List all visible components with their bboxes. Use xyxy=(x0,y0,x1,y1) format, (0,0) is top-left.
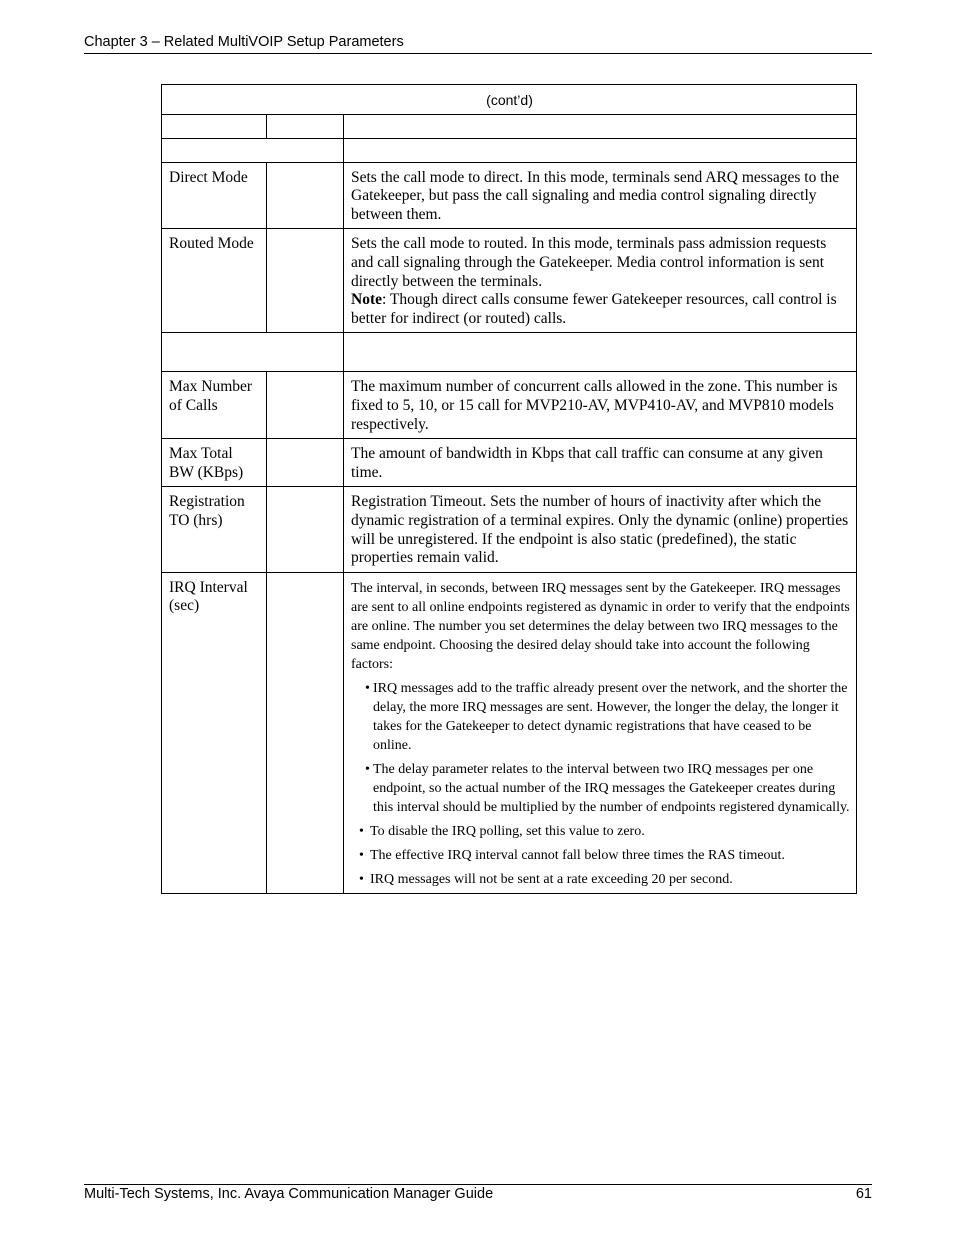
page-header: Chapter 3 – Related MultiVOIP Setup Parameters xyxy=(84,34,872,54)
empty-cell xyxy=(267,162,344,229)
empty-cell xyxy=(162,114,267,138)
param-name: IRQ Interval (sec) xyxy=(162,572,267,893)
param-name: Routed Mode xyxy=(162,229,267,333)
page-number: 61 xyxy=(855,1186,872,1202)
section-header-row xyxy=(162,138,857,162)
irq-bullet-list xyxy=(351,679,850,889)
list-item xyxy=(351,760,850,817)
empty-cell xyxy=(267,439,344,487)
parameter-table xyxy=(161,84,857,894)
table-row xyxy=(162,162,857,229)
note-label: Note xyxy=(351,291,382,309)
param-desc-cell xyxy=(344,229,857,333)
empty-cell xyxy=(267,487,344,572)
empty-cell xyxy=(344,138,857,162)
bullet-text: IRQ messages will not be sent at a rate exceeding 20 per second. xyxy=(370,871,733,887)
param-desc: Sets the call mode to routed. In this mode, terminals pass admission requests and call signaling through the Gatekeeper. Media control information is sent directly between the terminals. xyxy=(351,235,827,290)
bullet-icon: • xyxy=(359,847,364,863)
bullet-icon: • xyxy=(365,680,370,696)
param-desc: Sets the call mode to direct. In this mode, terminals send ARQ messages to the Gatekeeper, but pass the call signaling and media control signaling directly between them. xyxy=(344,162,857,229)
list-item xyxy=(351,870,850,889)
empty-cell xyxy=(162,333,344,372)
empty-cell xyxy=(344,114,857,138)
table-row xyxy=(162,229,857,333)
section-header-row xyxy=(162,333,857,372)
note-text: : Though direct calls consume fewer Gatekeeper resources, call control is better for indirect (or routed) calls. xyxy=(351,291,837,327)
table-row xyxy=(162,572,857,893)
table-row xyxy=(162,372,857,439)
bullet-text: The delay parameter relates to the interval between two IRQ messages per one endpoint, so the actual number of the IRQ messages the Gatekeeper creates during this interval should be multiplied by the number of endpoints registered dynamically. xyxy=(373,761,850,815)
param-name: Max Number of Calls xyxy=(162,372,267,439)
param-desc: The maximum number of concurrent calls allowed in the zone. This number is fixed to 5, 10, or 15 call for MVP210-AV, MVP410-AV, and MVP810 models respectively. xyxy=(344,372,857,439)
empty-cell xyxy=(344,333,857,372)
empty-cell xyxy=(267,372,344,439)
page-footer xyxy=(84,1184,872,1203)
cont-label: (cont’d) xyxy=(162,85,857,115)
empty-cell xyxy=(162,138,344,162)
param-desc: The interval, in seconds, between IRQ messages sent by the Gatekeeper. IRQ messages are sent to all online endpoints registered as dynamic in order to verify that the endpoints are online. The number you set determines the delay between two IRQ messages to the same endpoint. Choosing the desired delay should take into account the following factors: xyxy=(351,580,850,672)
param-name: Registration TO (hrs) xyxy=(162,487,267,572)
column-header-row xyxy=(162,114,857,138)
list-item xyxy=(351,822,850,841)
table-row xyxy=(162,439,857,487)
bullet-text: To disable the IRQ polling, set this value to zero. xyxy=(370,823,645,839)
empty-cell xyxy=(267,114,344,138)
bullet-text: IRQ messages add to the traffic already present over the network, and the shorter the delay, the more IRQ messages are sent. However, the longer the delay, the longer it takes for the Gatekeeper to detect dynamic registrations that have ceased to be online. xyxy=(373,680,848,753)
bullet-icon: • xyxy=(365,761,370,777)
bullet-icon: • xyxy=(359,823,364,839)
param-name: Max Total BW (KBps) xyxy=(162,439,267,487)
footer-text: Multi-Tech Systems, Inc. Avaya Communication Manager Guide xyxy=(84,1186,494,1202)
empty-cell xyxy=(267,229,344,333)
table-title-row xyxy=(162,85,857,115)
bullet-icon: • xyxy=(359,871,364,887)
empty-cell xyxy=(267,572,344,893)
param-desc-cell xyxy=(344,572,857,893)
table-row xyxy=(162,487,857,572)
list-item xyxy=(351,679,850,755)
param-name: Direct Mode xyxy=(162,162,267,229)
param-desc: Registration Timeout. Sets the number of hours of inactivity after which the dynamic registration of a terminal expires. Only the dynamic (online) properties will be unregistered. If the endpoint is also static (predefined), the static properties remain valid. xyxy=(344,487,857,572)
param-desc: The amount of bandwidth in Kbps that call traffic can consume at any given time. xyxy=(344,439,857,487)
bullet-text: The effective IRQ interval cannot fall below three times the RAS timeout. xyxy=(370,847,785,863)
list-item xyxy=(351,846,850,865)
